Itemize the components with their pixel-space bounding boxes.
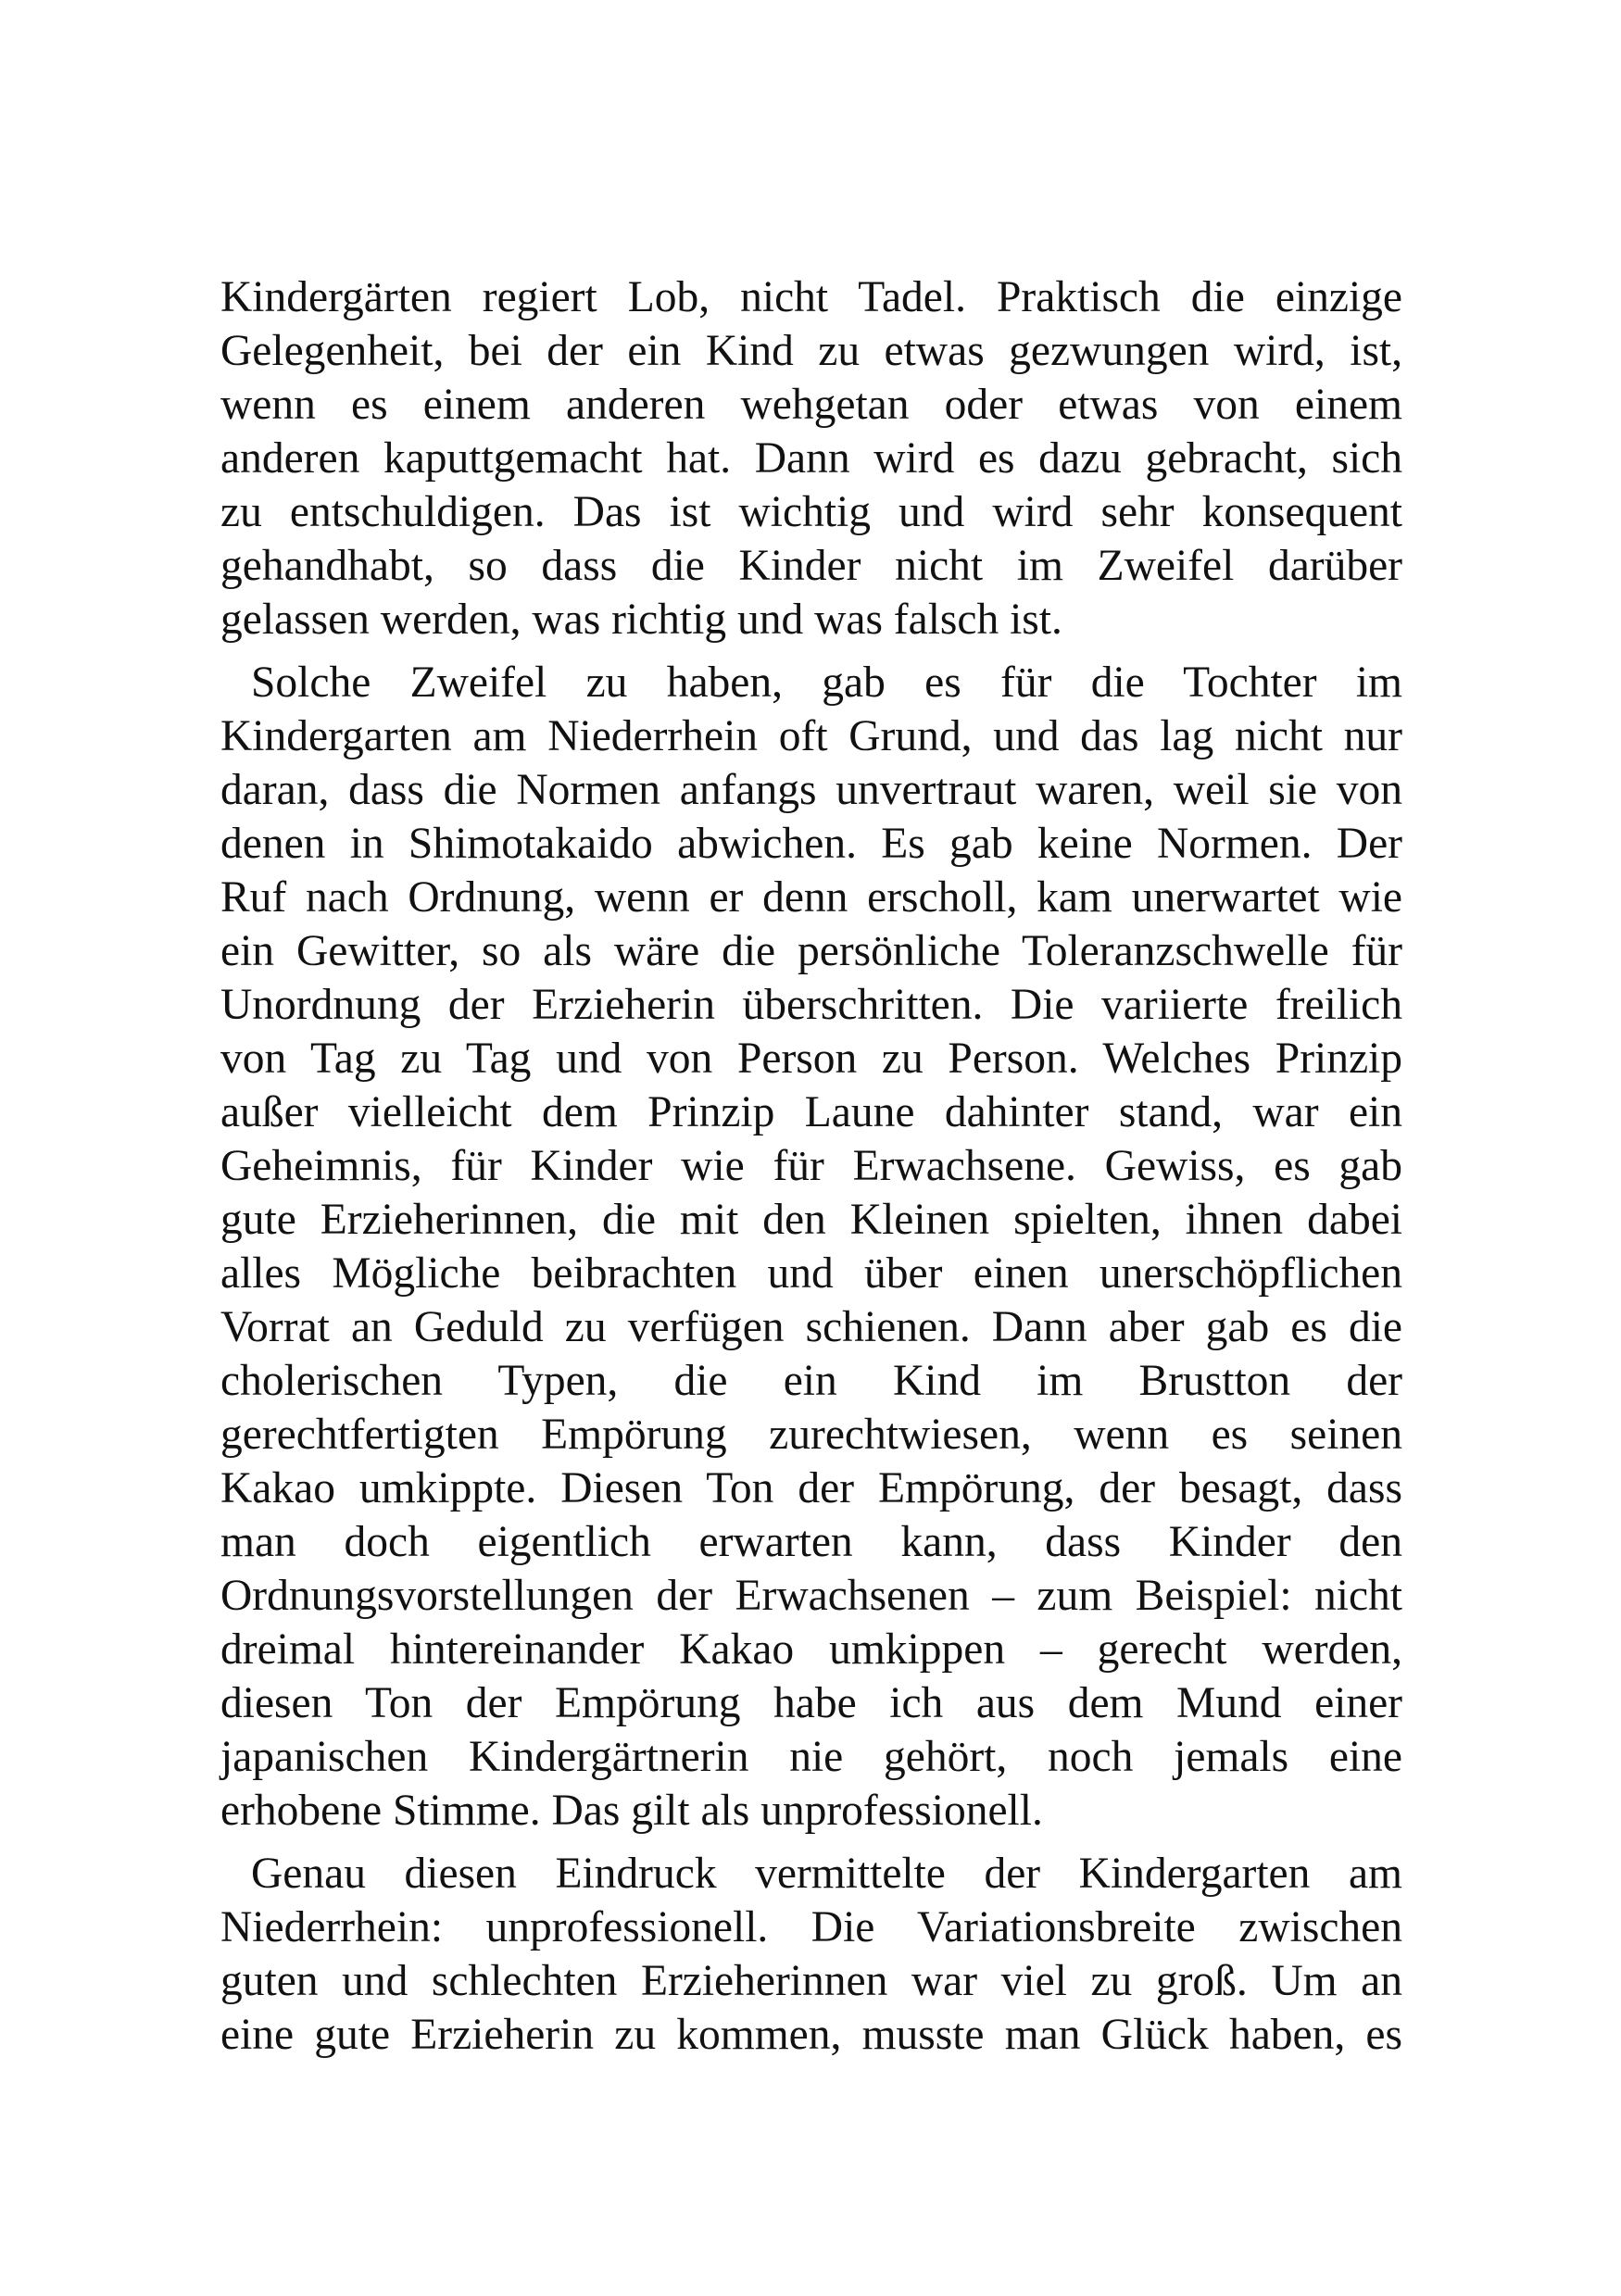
text-line: Solche Zweifel zu haben, gab es für die Tochter im — [251, 659, 1402, 707]
text-line: gerechtfertigten Empörung zurechtwiesen, wenn es seinen — [220, 1411, 1402, 1459]
text-line: daran, dass die Normen anfangs unvertraut waren, weil sie von — [220, 766, 1402, 814]
text-line: erhobene Stimme. Das gilt als unprofessionell. — [220, 1787, 1043, 1835]
text-line: cholerischen Typen, die ein Kind im Brustton der — [220, 1357, 1402, 1405]
text-line: Kindergärten regiert Lob, nicht Tadel. Praktisch die einzige — [220, 273, 1402, 321]
text-line: gute Erzieherinnen, die mit den Kleinen spielten, ihnen dabei — [220, 1196, 1402, 1244]
text-line: dreimal hintereinander Kakao umkippen – gerecht werden, — [220, 1625, 1402, 1674]
body-text — [220, 270, 1402, 2062]
text-line: japanischen Kindergärtnerin nie gehört, noch jemals eine — [220, 1733, 1402, 1781]
text-line: anderen kaputtgemacht hat. Dann wird es dazu gebracht, sich — [220, 434, 1402, 483]
text-line: Kindergarten am Niederrhein oft Grund, und das lag nicht nur — [220, 712, 1402, 760]
text-line: Ruf nach Ordnung, wenn er denn erscholl, kam unerwartet wie — [220, 873, 1402, 922]
text-line: Vorrat an Geduld zu verfügen schienen. Dann aber gab es die — [220, 1303, 1402, 1351]
text-line: von Tag zu Tag und von Person zu Person. Welches Prinzip — [220, 1035, 1402, 1083]
text-line: wenn es einem anderen wehgetan oder etwas von einem — [220, 381, 1402, 429]
text-line: guten und schlechten Erzieherinnen war viel zu groß. Um an — [220, 1957, 1402, 2005]
text-line: alles Mögliche beibrachten und über einen unerschöpflichen — [220, 1249, 1402, 1298]
text-line: Genau diesen Eindruck vermittelte der Kindergarten am — [251, 1850, 1402, 1898]
text-line: man doch eigentlich erwarten kann, dass Kinder den — [220, 1518, 1402, 1566]
text-line: eine gute Erzieherin zu kommen, musste man Glück haben, es — [220, 2011, 1402, 2059]
text-line: außer vielleicht dem Prinzip Laune dahinter stand, war ein — [220, 1088, 1402, 1136]
text-line: ein Gewitter, so als wäre die persönliche Toleranzschwelle für — [220, 927, 1402, 975]
text-line: Niederrhein: unprofessionell. Die Variationsbreite zwischen — [220, 1903, 1402, 1951]
text-line: diesen Ton der Empörung habe ich aus dem Mund einer — [220, 1679, 1402, 1727]
paragraph-2 — [220, 656, 1402, 1838]
text-line: Ordnungsvorstellungen der Erwachsenen – zum Beispiel: nicht — [220, 1572, 1402, 1620]
text-line: zu entschuldigen. Das ist wichtig und wird sehr konsequent — [220, 488, 1402, 536]
text-line: Unordnung der Erzieherin überschritten. Die variierte freilich — [220, 981, 1402, 1029]
text-line: gelassen werden, was richtig und was falsch ist. — [220, 596, 1062, 644]
text-line: Geheimnis, für Kinder wie für Erwachsene. Gewiss, es gab — [220, 1142, 1402, 1190]
paragraph-3 — [220, 1847, 1402, 2062]
text-line: denen in Shimotakaido abwichen. Es gab keine Normen. Der — [220, 820, 1402, 868]
text-line: gehandhabt, so dass die Kinder nicht im Zweifel darüber — [220, 542, 1402, 590]
text-line: Gelegenheit, bei der ein Kind zu etwas gezwungen wird, ist, — [220, 327, 1402, 375]
paragraph-1 — [220, 270, 1402, 646]
text-line: Kakao umkippte. Diesen Ton der Empörung, der besagt, dass — [220, 1464, 1402, 1512]
